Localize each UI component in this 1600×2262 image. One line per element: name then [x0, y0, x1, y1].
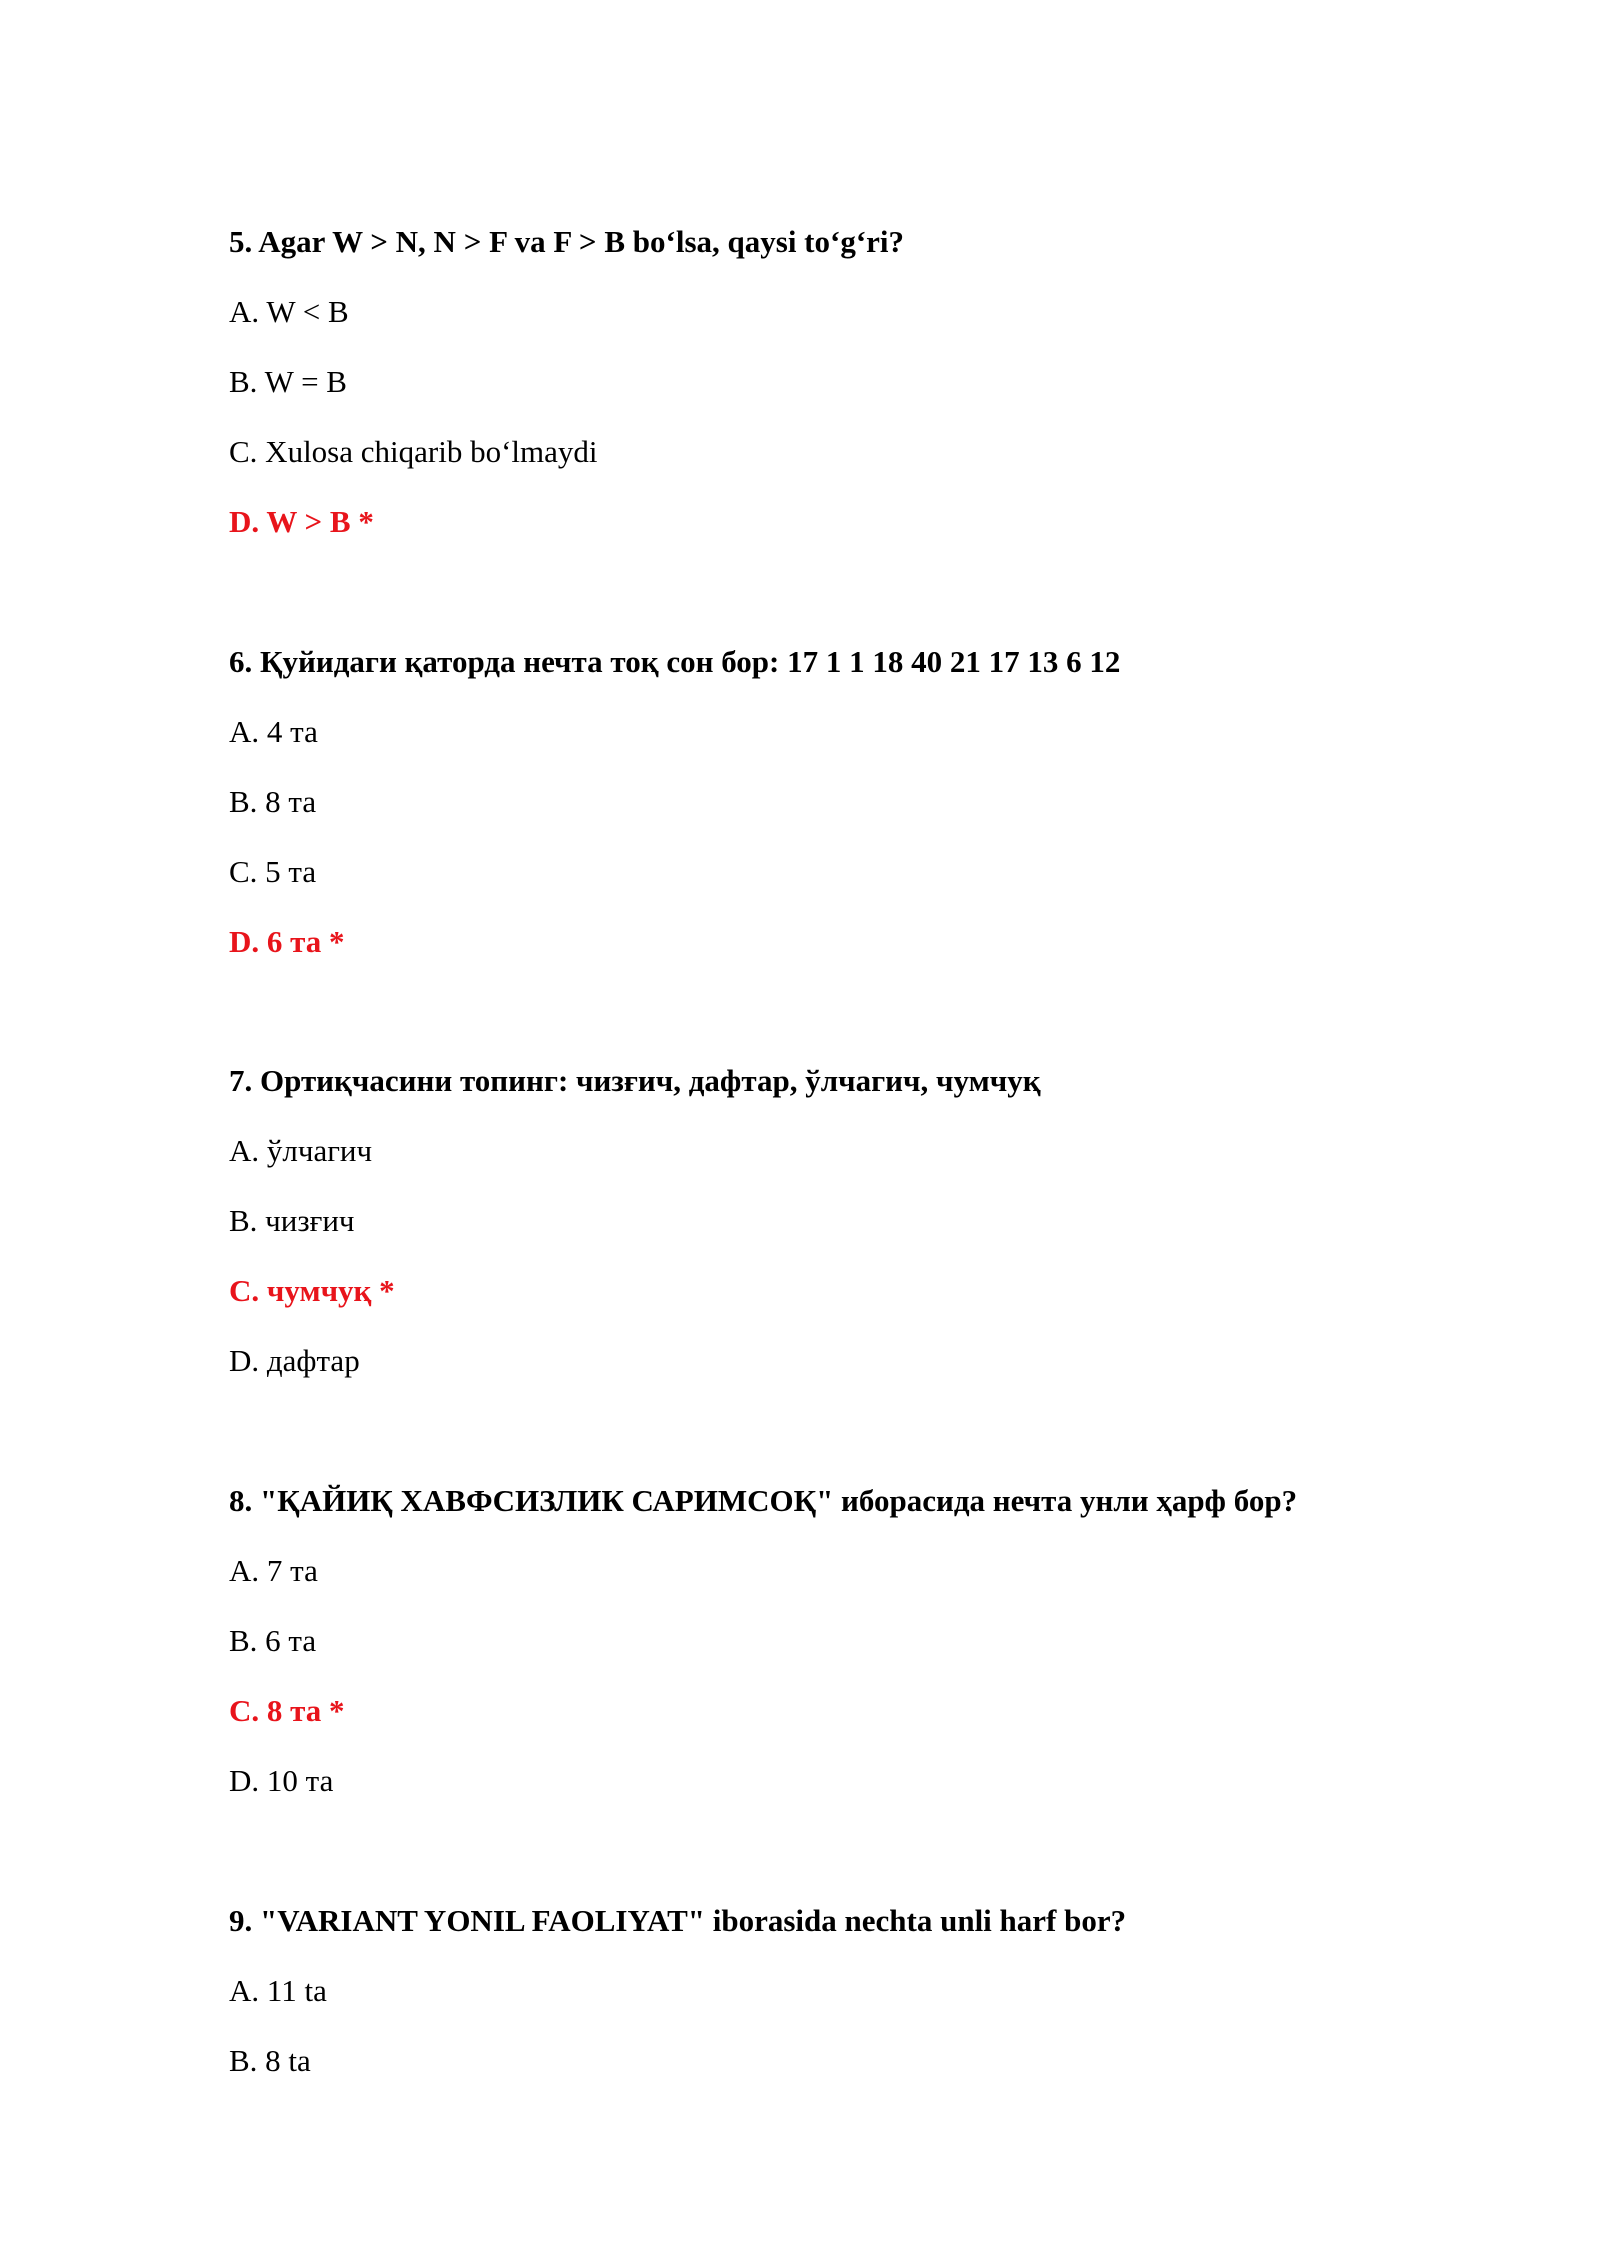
option-c-correct: C. чумчуқ *	[229, 1273, 395, 1308]
option-b: B. 8 ta	[229, 2043, 311, 2078]
question-text: 7. Ортиқчасини топинг: чизғич, дафтар, ўлчагич, чумчуқ	[229, 1063, 1041, 1098]
question-5	[229, 224, 1429, 574]
option-d-correct: D. W > B *	[229, 504, 374, 539]
option-c: C. Xulosa chiqarib bo‘lmaydi	[229, 434, 598, 469]
option-d: D. 10 та	[229, 1763, 334, 1798]
option-a: A. W < B	[229, 294, 349, 329]
option-a: A. 7 та	[229, 1553, 318, 1588]
question-text: 6. Қуйидаги қаторда нечта тоқ сон бор: 17 1 1 18 40 21 17 13 6 12	[229, 644, 1121, 679]
option-b: B. 8 та	[229, 784, 317, 819]
question-text: 9. "VARIANT YONIL FAOLIYAT" iborasida nechta unli harf bor?	[229, 1903, 1127, 1938]
question-8	[229, 1483, 1429, 1833]
option-a: A. 4 та	[229, 714, 318, 749]
question-text: 5. Agar W > N, N > F va F > B bo‘lsa, qaysi to‘g‘ri?	[229, 224, 905, 259]
option-d: D. дафтар	[229, 1343, 360, 1378]
question-6	[229, 644, 1429, 994]
option-a: A. 11 ta	[229, 1973, 327, 2008]
option-d-correct: D. 6 та *	[229, 924, 345, 959]
option-a: A. ўлчагич	[229, 1133, 373, 1168]
option-b: B. W = B	[229, 364, 347, 399]
option-b: B. 6 та	[229, 1623, 317, 1658]
question-9	[229, 1903, 1429, 2113]
option-b: B. чизғич	[229, 1203, 355, 1238]
question-7	[229, 1063, 1429, 1413]
option-c-correct: C. 8 та *	[229, 1693, 345, 1728]
option-c: C. 5 та	[229, 854, 317, 889]
question-text: 8. "ҚАЙИҚ ХАВФСИЗЛИК САРИМСОҚ" иборасида нечта унли ҳарф бор?	[229, 1483, 1298, 1518]
